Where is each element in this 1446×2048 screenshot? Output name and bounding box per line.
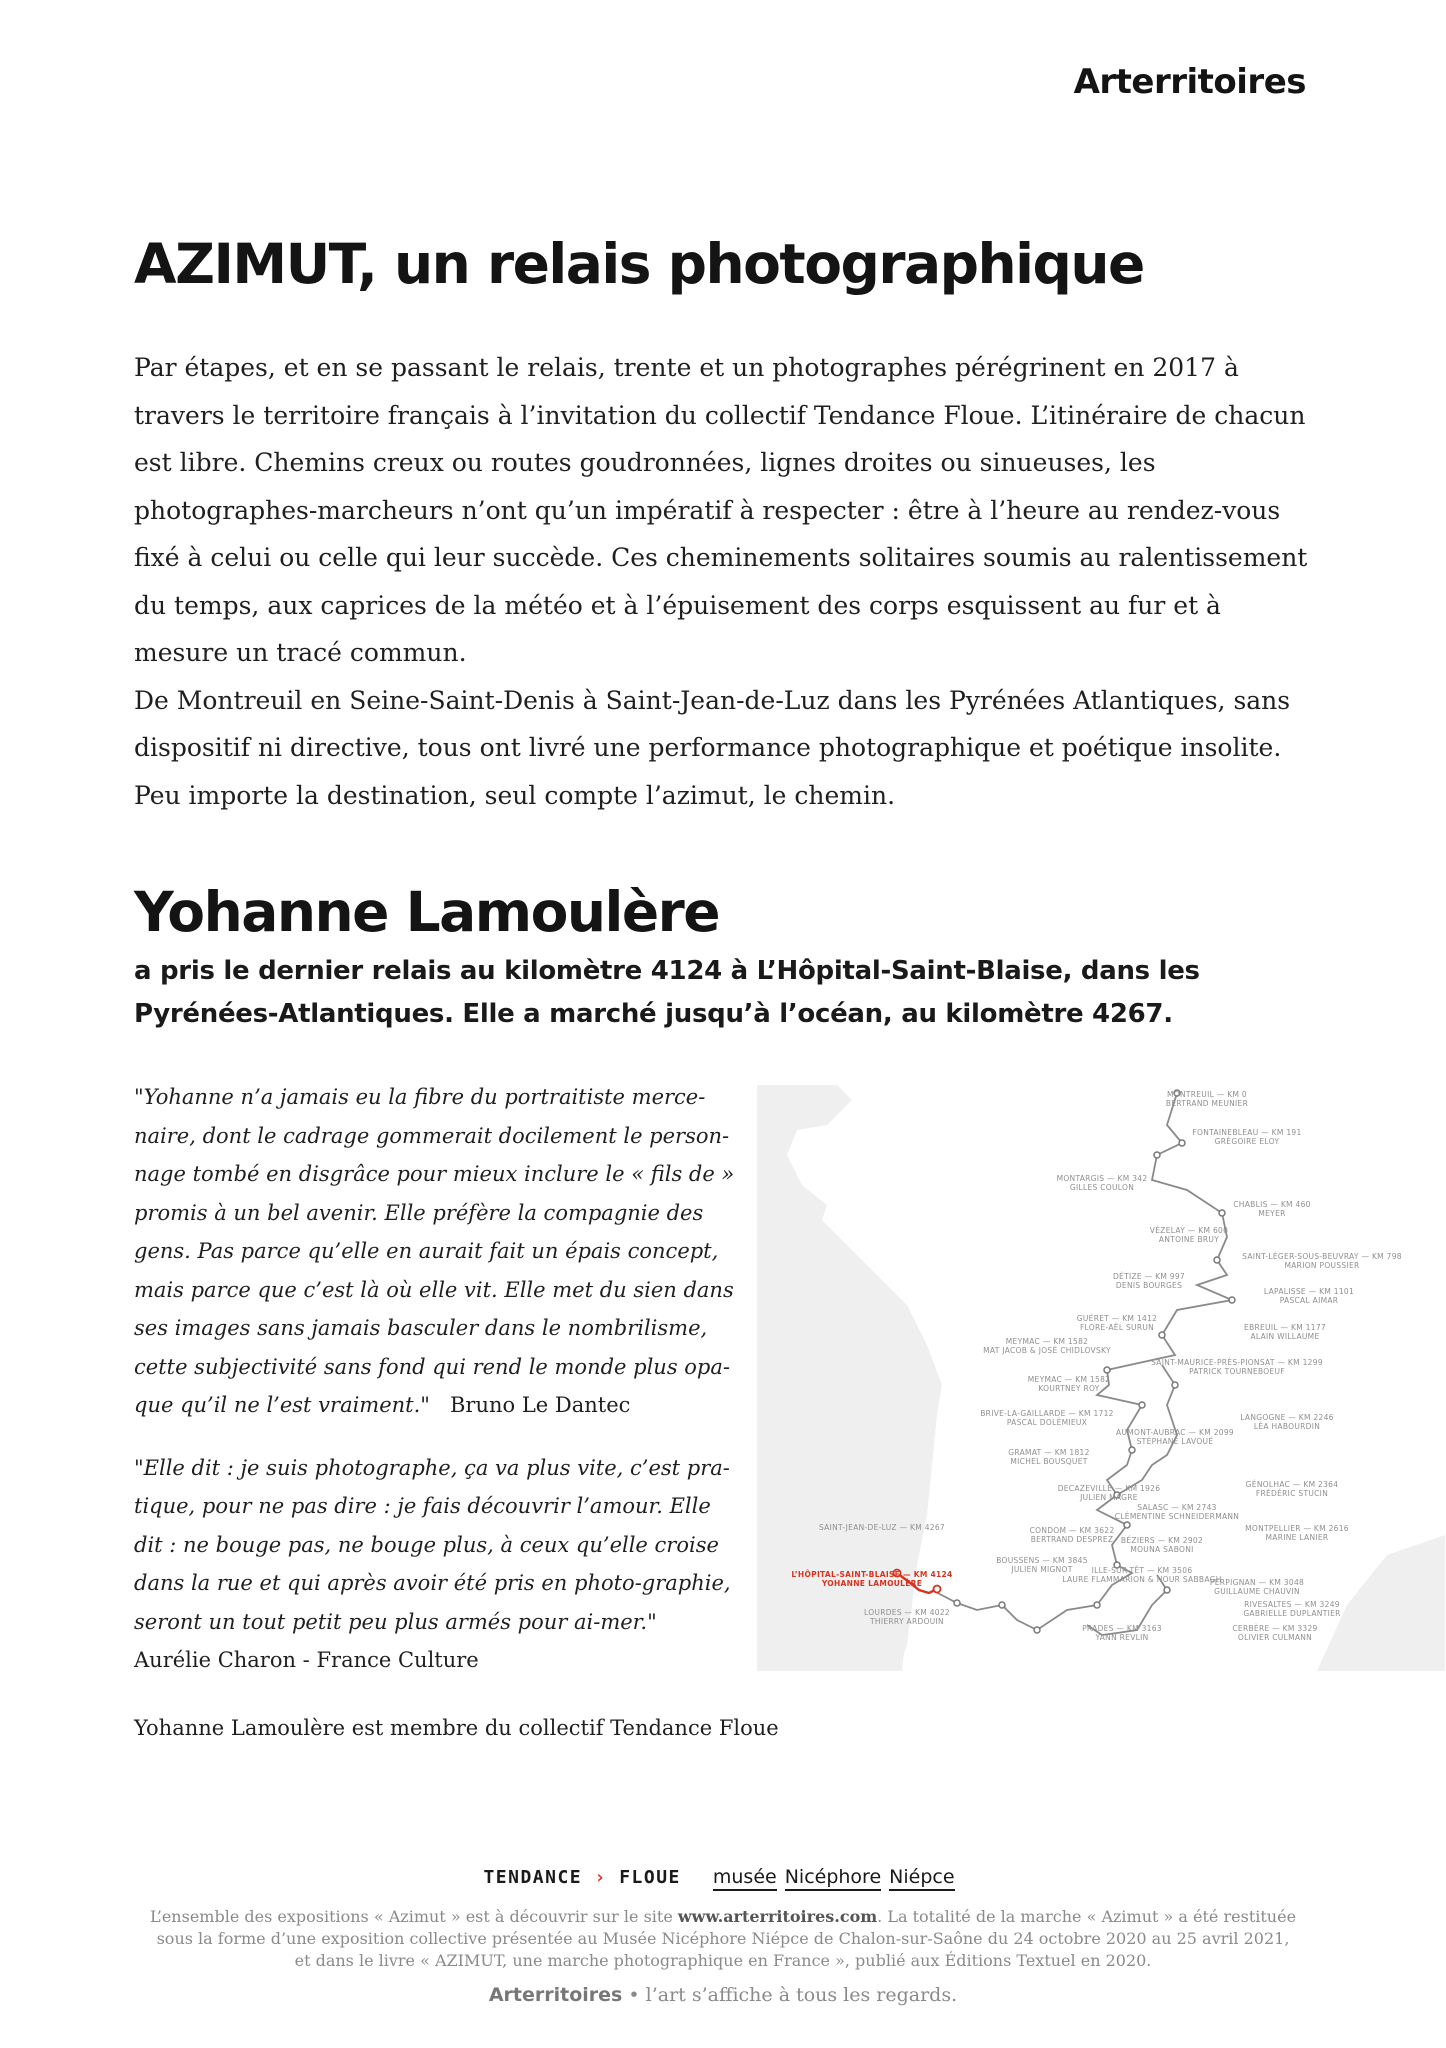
artist-subtitle: a pris le dernier relais au kilomètre 4124 à L’Hôpital-Saint-Blaise, dans les Pyrénées-Atlantiques. Elle a marché jusqu’à l’océan, au kilomètre 4267. — [134, 956, 1200, 1029]
map-label: MEYER — [1258, 1209, 1286, 1218]
page-title: AZIMUT, un relais photographique — [134, 232, 1144, 296]
quote — [134, 1078, 744, 1425]
map-label: LAPALISSE — KM 1101 — [1263, 1287, 1355, 1296]
map-label: GABRIELLE DUPLANTIER — [1243, 1609, 1341, 1618]
map-label: STÉPHANE LAVOUÉ — [1136, 1437, 1214, 1446]
route-point — [1124, 1522, 1130, 1528]
footer-line: sous la forme d’une exposition collective présentée au Musée Nicéphore Niépce de Chalon-sur-Saône du 24 octobre 2020 au 25 avril 2021, — [156, 1929, 1290, 1948]
map-label: MEYMAC — KM 1582 — [1027, 1375, 1111, 1384]
tagline: Arterritoires • l’art s’affiche à tous les regards. — [488, 1984, 958, 2006]
map-svg — [757, 1085, 1445, 1671]
map-label: LOURDES — KM 4022 — [863, 1608, 951, 1617]
map-label: THIERRY ARDOUIN — [870, 1617, 944, 1626]
map-label: FRÉDÉRIC STUCIN — [1255, 1489, 1329, 1498]
route-point — [1172, 1382, 1178, 1388]
map-label: JULIEN MIGNOT — [1011, 1565, 1073, 1574]
map-label: LANGOGNE — KM 2246 — [1240, 1413, 1334, 1422]
tagline-brand: Arterritoires — [488, 1984, 623, 2006]
map-label: RIVESALTES — KM 3249 — [1244, 1600, 1340, 1609]
map-label: ALAIN WILLAUME — [1250, 1332, 1320, 1341]
route-point — [1094, 1602, 1100, 1608]
map-label: YANN REVLIN — [1095, 1633, 1149, 1642]
map-label: MEYMAC — KM 1582 — [1005, 1337, 1089, 1346]
arrow-icon: › — [594, 1866, 607, 1888]
map-label: DÉTIZE — KM 997 — [1112, 1272, 1186, 1281]
route-point — [1229, 1297, 1235, 1303]
quote-text: "Elle dit : je suis photographe, ça va plus vite, c’est pra-tique, pour ne pas dire : je fais découvrir l’amour. Elle dit : ne bouge pas, ne bouge plus, à ceux qu’elle croise dans la rue et qui après avoir été pris en photo-graphie, seront un tout petit peu plus armés pour ai-mer." — [134, 1455, 731, 1634]
map-label: EBREUIL — KM 1177 — [1244, 1323, 1326, 1332]
map-label: BERTRAND MEUNIER — [1165, 1099, 1249, 1108]
footer-line: L’ensemble des expositions « Azimut » est à découvrir sur le site www.arterritoires.com. La totalité de la marche « Azimut » a été restituée — [149, 1907, 1297, 1926]
map-label: LAURE FLAMMARION & NOUR SABBAGH — [1062, 1575, 1222, 1584]
map-label: MONTPELLIER — KM 2616 — [1245, 1524, 1349, 1533]
map-label: PASCAL AIMAR — [1279, 1296, 1339, 1305]
map-label: BERTRAND DESPREZ — [1030, 1535, 1114, 1544]
route-point — [954, 1600, 960, 1606]
route-point — [1179, 1140, 1185, 1146]
map-label: OLIVIER CULMANN — [1237, 1633, 1313, 1642]
map-label: FLORE-AËL SURUN — [1079, 1323, 1155, 1332]
map-label: DENIS BOURGES — [1115, 1281, 1183, 1290]
intro-paragraph: De Montreuil en Seine-Saint-Denis à Saint-Jean-de-Luz dans les Pyrénées Atlantiques, sans dispositif ni directive, tous ont livré une performance photographique et poétique insolite. Peu importe la destination, seul compte l’azimut, le chemin. — [134, 685, 1291, 810]
map-label-highlight: YOHANNE LAMOULÈRE — [821, 1579, 923, 1588]
map-label: CHABLIS — KM 460 — [1233, 1200, 1311, 1209]
route-point — [1129, 1447, 1135, 1453]
route-point — [1034, 1627, 1040, 1633]
intro-paragraph: Par étapes, et en se passant le relais, trente et un photographes pérégrinent en 2017 à travers le territoire français à l’invitation du collectif Tendance Floue. L’itinéraire de chacun est libre. Chemins creux ou routes goudronnées, lignes droites ou sinueuses, les photographes-marcheurs n’ont qu’un impératif à respecter : être à l’heure au rendez-vous fixé à celui ou celle qui leur succède. Ces cheminements solitaires soumis au ralentissement du temps, aux caprices de la météo et à l’épuisement des corps esquissent au fur et à mesure un tracé commun. — [134, 353, 1308, 667]
map-label: DECAZEVILLE — KM 1926 — [1057, 1484, 1161, 1493]
route-point — [1164, 1587, 1170, 1593]
map-label: PRADES — KM 3163 — [1082, 1624, 1162, 1633]
route-point — [1219, 1210, 1225, 1216]
map-label: BÉZIERS — KM 2902 — [1120, 1536, 1204, 1545]
map-label: CONDOM — KM 3622 — [1029, 1526, 1115, 1535]
map-label-highlight: L’HÔPITAL-SAINT-BLAISE — KM 4124 — [791, 1570, 953, 1579]
map-label: KOURTNEY ROY — [1038, 1384, 1100, 1393]
map-label: CERBÈRE — KM 3329 — [1232, 1624, 1318, 1633]
member-note: Yohanne Lamoulère est membre du collectif Tendance Floue — [134, 1716, 779, 1740]
map-label: CLÉMENTINE SCHNEIDERMANN — [1114, 1512, 1240, 1521]
map-label: BOUSSENS — KM 3845 — [996, 1556, 1088, 1565]
map-label: PERPIGNAN — KM 3048 — [1209, 1578, 1305, 1587]
route-map — [757, 1085, 1445, 1671]
map-label: GRÉGOIRE ELOY — [1214, 1137, 1280, 1146]
footer-line: et dans le livre « AZIMUT, une marche photographique en France », publié aux Éditions Textuel en 2020. — [294, 1951, 1152, 1970]
map-label: GILLES COULON — [1069, 1183, 1135, 1192]
site-link[interactable]: www.arterritoires.com — [677, 1907, 878, 1926]
route-point — [1214, 1257, 1220, 1263]
map-label: MAT JACOB & JOSÉ CHIDLOVSKY — [983, 1346, 1111, 1355]
map-label: AUMONT-AUBRAC — KM 2099 — [1116, 1428, 1234, 1437]
partner-logos — [0, 1866, 1446, 1888]
musee-niepce-logo: musée Nicéphore Niépce — [713, 1866, 963, 1888]
map-label: PASCAL DOLÉMIEUX — [1006, 1418, 1088, 1427]
map-label: MARION POUSSIER — [1284, 1261, 1360, 1270]
artist-name: Yohanne Lamoulère — [134, 880, 720, 944]
map-label: SAINT-JEAN-DE-LUZ — KM 4267 — [818, 1523, 946, 1532]
map-label: MOUNA SABONI — [1130, 1545, 1194, 1554]
quotes-block — [134, 1078, 744, 1680]
intro-text — [134, 344, 1314, 819]
map-label: LÉA HABOURDIN — [1253, 1422, 1321, 1431]
route-point — [999, 1602, 1005, 1608]
map-label: GUÉRET — KM 1412 — [1076, 1314, 1158, 1323]
quote-author: Bruno Le Dantec — [449, 1393, 631, 1417]
map-label: GRAMAT — KM 1812 — [1008, 1448, 1090, 1457]
quote-author: Aurélie Charon - France Culture — [134, 1648, 479, 1672]
quote-text: "Yohanne n’a jamais eu la fibre du portraitiste merce-naire, dont le cadrage gommerait docilement le person-nage tombé en disgrâce pour mieux inclure le « fils de » promis à un bel avenir. Elle préfère la compagnie des gens. Pas parce qu’elle en aurait fait un épais concept, mais parce que c’est là où elle vit. Elle met du sien dans ses images sans jamais basculer dans le nombrilisme, cette subjectivité sans fond qui rend le monde plus opa-que qu’il ne l’est vraiment." — [134, 1085, 735, 1417]
map-label: GÉNOLHAC — KM 2364 — [1245, 1480, 1339, 1489]
map-label: VÉZELAY — KM 600 — [1149, 1226, 1229, 1235]
route-point — [1159, 1332, 1165, 1338]
brand-logo: Arterritoires — [1073, 62, 1306, 102]
route-point — [1139, 1402, 1145, 1408]
map-label: BRIVE-LA-GAILLARDE — KM 1712 — [980, 1409, 1114, 1418]
map-label: ANTOINE BRUY — [1158, 1235, 1220, 1244]
map-label: MARINE LANIER — [1265, 1533, 1329, 1542]
map-label: SAINT-LÉGER-SOUS-BEUVRAY — KM 798 — [1242, 1252, 1402, 1261]
map-label: GUILLAUME CHAUVIN — [1214, 1587, 1300, 1596]
route-point — [1104, 1367, 1110, 1373]
map-label: SALASC — KM 2743 — [1137, 1503, 1217, 1512]
map-label: FONTAINEBLEAU — KM 191 — [1192, 1128, 1302, 1137]
map-label: JULIEN MAGRE — [1080, 1493, 1138, 1502]
tendance-floue-logo: TENDANCE › FLOUE — [483, 1866, 681, 1888]
map-label: ILLE-SUR-TÊT — KM 3506 — [1091, 1566, 1193, 1575]
map-label: MONTARGIS — KM 342 — [1056, 1174, 1148, 1183]
map-label: PATRICK TOURNEBOEUF — [1189, 1367, 1285, 1376]
route-point-highlight — [934, 1586, 941, 1593]
map-label: MICHEL BOUSQUET — [1010, 1457, 1088, 1466]
footer-text — [0, 1906, 1446, 1972]
map-label: SAINT-MAURICE-PRÈS-PIONSAT — KM 1299 — [1151, 1358, 1323, 1367]
route-point — [1154, 1152, 1160, 1158]
quote — [134, 1449, 744, 1680]
map-label: MONTREUIL — KM 0 — [1166, 1090, 1248, 1099]
